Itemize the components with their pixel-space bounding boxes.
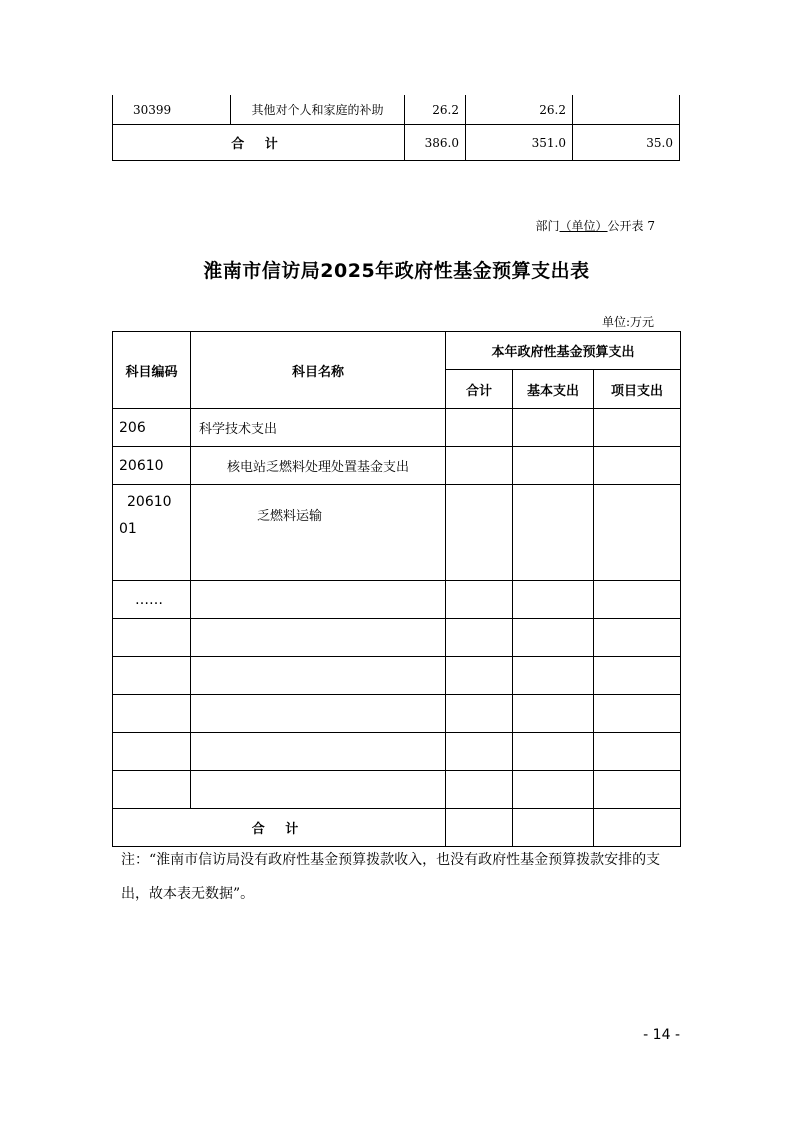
row-name bbox=[191, 695, 446, 733]
row-code bbox=[113, 485, 191, 581]
row-project bbox=[594, 657, 681, 695]
table-row bbox=[113, 619, 681, 657]
row-code-line1: 20610 bbox=[127, 494, 172, 510]
row-total bbox=[446, 733, 513, 771]
page-number: - 14 - bbox=[643, 1027, 680, 1043]
table-row bbox=[113, 695, 681, 733]
unit-label: 单位:万元 bbox=[601, 315, 654, 329]
total-label: 合 计 bbox=[113, 809, 446, 847]
row-total bbox=[446, 619, 513, 657]
row-name: 核电站乏燃料处理处置基金支出 bbox=[191, 447, 446, 485]
header-group: 本年政府性基金预算支出 bbox=[446, 332, 681, 370]
row-code-line2: 01 bbox=[119, 521, 137, 537]
total-project bbox=[594, 809, 681, 847]
table-row bbox=[113, 485, 681, 581]
row-basic: 26.2 bbox=[466, 95, 573, 125]
row-basic bbox=[513, 581, 594, 619]
header-total: 合计 bbox=[446, 370, 513, 409]
previous-table bbox=[112, 95, 680, 161]
header-name: 科目名称 bbox=[191, 332, 446, 409]
row-code bbox=[113, 695, 191, 733]
table-number-prefix: 部门 bbox=[535, 219, 560, 233]
row-name: 其他对个人和家庭的补助 bbox=[231, 95, 405, 125]
header-basic: 基本支出 bbox=[513, 370, 594, 409]
row-code bbox=[113, 771, 191, 809]
row-basic bbox=[513, 485, 594, 581]
table-row bbox=[113, 95, 680, 125]
budget-table bbox=[112, 331, 681, 847]
table-number-suffix: 公开表 7 bbox=[607, 219, 655, 233]
table-row bbox=[113, 657, 681, 695]
row-code: 206 bbox=[113, 409, 191, 447]
header-code: 科目编码 bbox=[113, 332, 191, 409]
row-name: 乏燃料运输 bbox=[191, 485, 446, 581]
total-project: 35.0 bbox=[573, 125, 680, 161]
row-project bbox=[594, 409, 681, 447]
total-row bbox=[113, 809, 681, 847]
row-code bbox=[113, 733, 191, 771]
row-basic bbox=[513, 695, 594, 733]
page-title: 淮南市信访局2025年政府性基金预算支出表 bbox=[203, 260, 590, 282]
table-row bbox=[113, 409, 681, 447]
row-total bbox=[446, 657, 513, 695]
row-project bbox=[594, 695, 681, 733]
row-project bbox=[594, 485, 681, 581]
row-total bbox=[446, 581, 513, 619]
row-basic bbox=[513, 619, 594, 657]
total-sum bbox=[446, 809, 513, 847]
row-basic bbox=[513, 733, 594, 771]
row-total bbox=[446, 409, 513, 447]
table-row bbox=[113, 581, 681, 619]
row-basic bbox=[513, 657, 594, 695]
row-total bbox=[446, 771, 513, 809]
total-basic: 351.0 bbox=[466, 125, 573, 161]
table-number-unit: （单位） bbox=[559, 219, 608, 233]
header-row bbox=[113, 332, 681, 370]
row-project bbox=[594, 447, 681, 485]
total-basic bbox=[513, 809, 594, 847]
row-total: 26.2 bbox=[405, 95, 466, 125]
header-project: 项目支出 bbox=[594, 370, 681, 409]
row-project bbox=[594, 771, 681, 809]
row-code bbox=[113, 619, 191, 657]
row-name bbox=[191, 771, 446, 809]
row-code: 20610 bbox=[113, 447, 191, 485]
row-total bbox=[446, 695, 513, 733]
table-row bbox=[113, 447, 681, 485]
note: 注：“淮南市信访局没有政府性基金预算拨款收入，也没有政府性基金预算拨款安排的支出，故本表无数据”。 bbox=[121, 852, 661, 902]
row-project bbox=[594, 619, 681, 657]
table-row bbox=[113, 733, 681, 771]
table-number bbox=[460, 217, 655, 234]
row-total bbox=[446, 485, 513, 581]
total-label: 合 计 bbox=[113, 125, 405, 161]
row-code: …… bbox=[113, 581, 191, 619]
row-name bbox=[191, 657, 446, 695]
row-name bbox=[191, 733, 446, 771]
row-total bbox=[446, 447, 513, 485]
row-basic bbox=[513, 447, 594, 485]
total-row bbox=[113, 125, 680, 161]
row-name bbox=[191, 581, 446, 619]
table-row bbox=[113, 771, 681, 809]
row-code bbox=[113, 657, 191, 695]
row-project bbox=[573, 95, 680, 125]
row-name: 科学技术支出 bbox=[191, 409, 446, 447]
row-basic bbox=[513, 409, 594, 447]
row-code: 30399 bbox=[113, 95, 231, 125]
row-basic bbox=[513, 771, 594, 809]
row-project bbox=[594, 581, 681, 619]
total-sum: 386.0 bbox=[405, 125, 466, 161]
row-project bbox=[594, 733, 681, 771]
row-name bbox=[191, 619, 446, 657]
